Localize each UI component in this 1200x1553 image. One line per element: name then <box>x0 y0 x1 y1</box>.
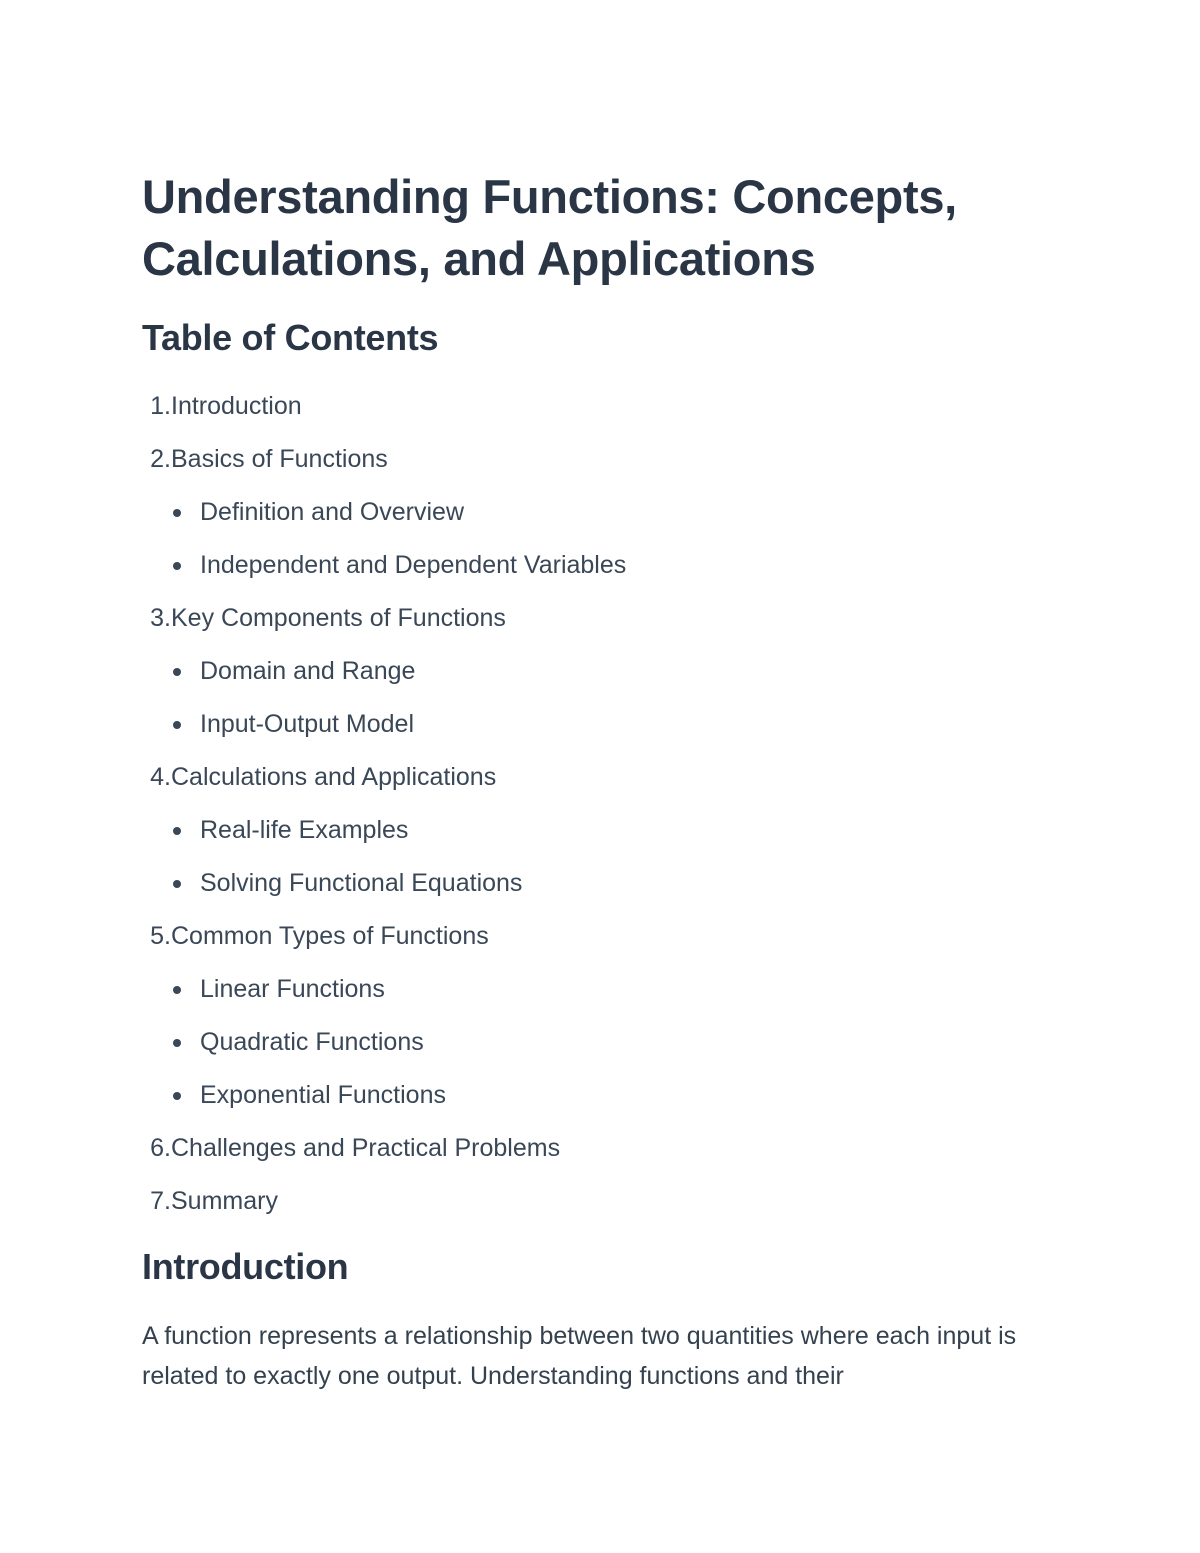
toc-subitem[interactable] <box>142 1069 1022 1122</box>
toc-item-number: 1. <box>150 392 171 420</box>
toc-subitem-label: Real-life Examples <box>200 816 409 844</box>
toc-subitem-label: Exponential Functions <box>200 1081 446 1109</box>
toc-item[interactable] <box>142 433 1022 486</box>
toc-item-label: Summary <box>171 1187 278 1215</box>
toc-item-label: Calculations and Applications <box>171 763 497 791</box>
bullet-icon <box>173 880 181 888</box>
toc-subitem-label: Input-Output Model <box>200 710 415 738</box>
bullet-icon <box>173 509 181 517</box>
toc-subitem[interactable] <box>142 1016 1022 1069</box>
bullet-icon <box>173 827 181 835</box>
bullet-icon <box>173 986 181 994</box>
toc-item-number: 5. <box>150 922 171 950</box>
toc-item-label: Introduction <box>171 392 302 420</box>
toc-item-label: Challenges and Practical Problems <box>171 1134 561 1162</box>
toc-item-number: 2. <box>150 445 171 473</box>
toc-subitem[interactable] <box>142 698 1022 751</box>
toc-subitem-label: Quadratic Functions <box>200 1028 424 1056</box>
toc-subitem[interactable] <box>142 963 1022 1016</box>
toc-subitem-label: Independent and Dependent Variables <box>200 551 627 579</box>
toc-subitem[interactable] <box>142 539 1022 592</box>
toc-subitem[interactable] <box>142 804 1022 857</box>
toc-item[interactable] <box>142 592 1022 645</box>
bullet-icon <box>173 1092 181 1100</box>
toc-subitem-label: Definition and Overview <box>200 498 465 526</box>
toc-subitem[interactable] <box>142 645 1022 698</box>
toc-item-number: 7. <box>150 1187 171 1215</box>
toc-item[interactable] <box>142 751 1022 804</box>
toc-item-label: Basics of Functions <box>171 445 388 473</box>
toc-subitem-label: Solving Functional Equations <box>200 869 523 897</box>
toc-subitem[interactable] <box>142 486 1022 539</box>
toc-item-number: 3. <box>150 604 171 632</box>
toc-item-number: 4. <box>150 763 171 791</box>
toc-item-label: Key Components of Functions <box>171 604 506 632</box>
toc-item-number: 6. <box>150 1134 171 1162</box>
toc-heading: Table of Contents <box>142 317 439 358</box>
table-of-contents <box>142 380 1022 1228</box>
toc-subitem[interactable] <box>142 857 1022 910</box>
toc-item[interactable] <box>142 910 1022 963</box>
toc-item[interactable] <box>142 380 1022 433</box>
toc-subitem-label: Domain and Range <box>200 657 416 685</box>
toc-item[interactable] <box>142 1122 1022 1175</box>
introduction-heading: Introduction <box>142 1246 349 1287</box>
toc-item[interactable] <box>142 1175 1022 1228</box>
bullet-icon <box>173 1039 181 1047</box>
bullet-icon <box>173 668 181 676</box>
toc-item-label: Common Types of Functions <box>171 922 489 950</box>
toc-subitem-label: Linear Functions <box>200 975 385 1003</box>
document-title: Understanding Functions: Concepts, Calculations, and Applications <box>142 170 957 285</box>
introduction-paragraph: A function represents a relationship between two quantities where each input is related to exactly one output. Understanding functions and their <box>142 1322 1017 1390</box>
bullet-icon <box>173 721 181 729</box>
bullet-icon <box>173 562 181 570</box>
